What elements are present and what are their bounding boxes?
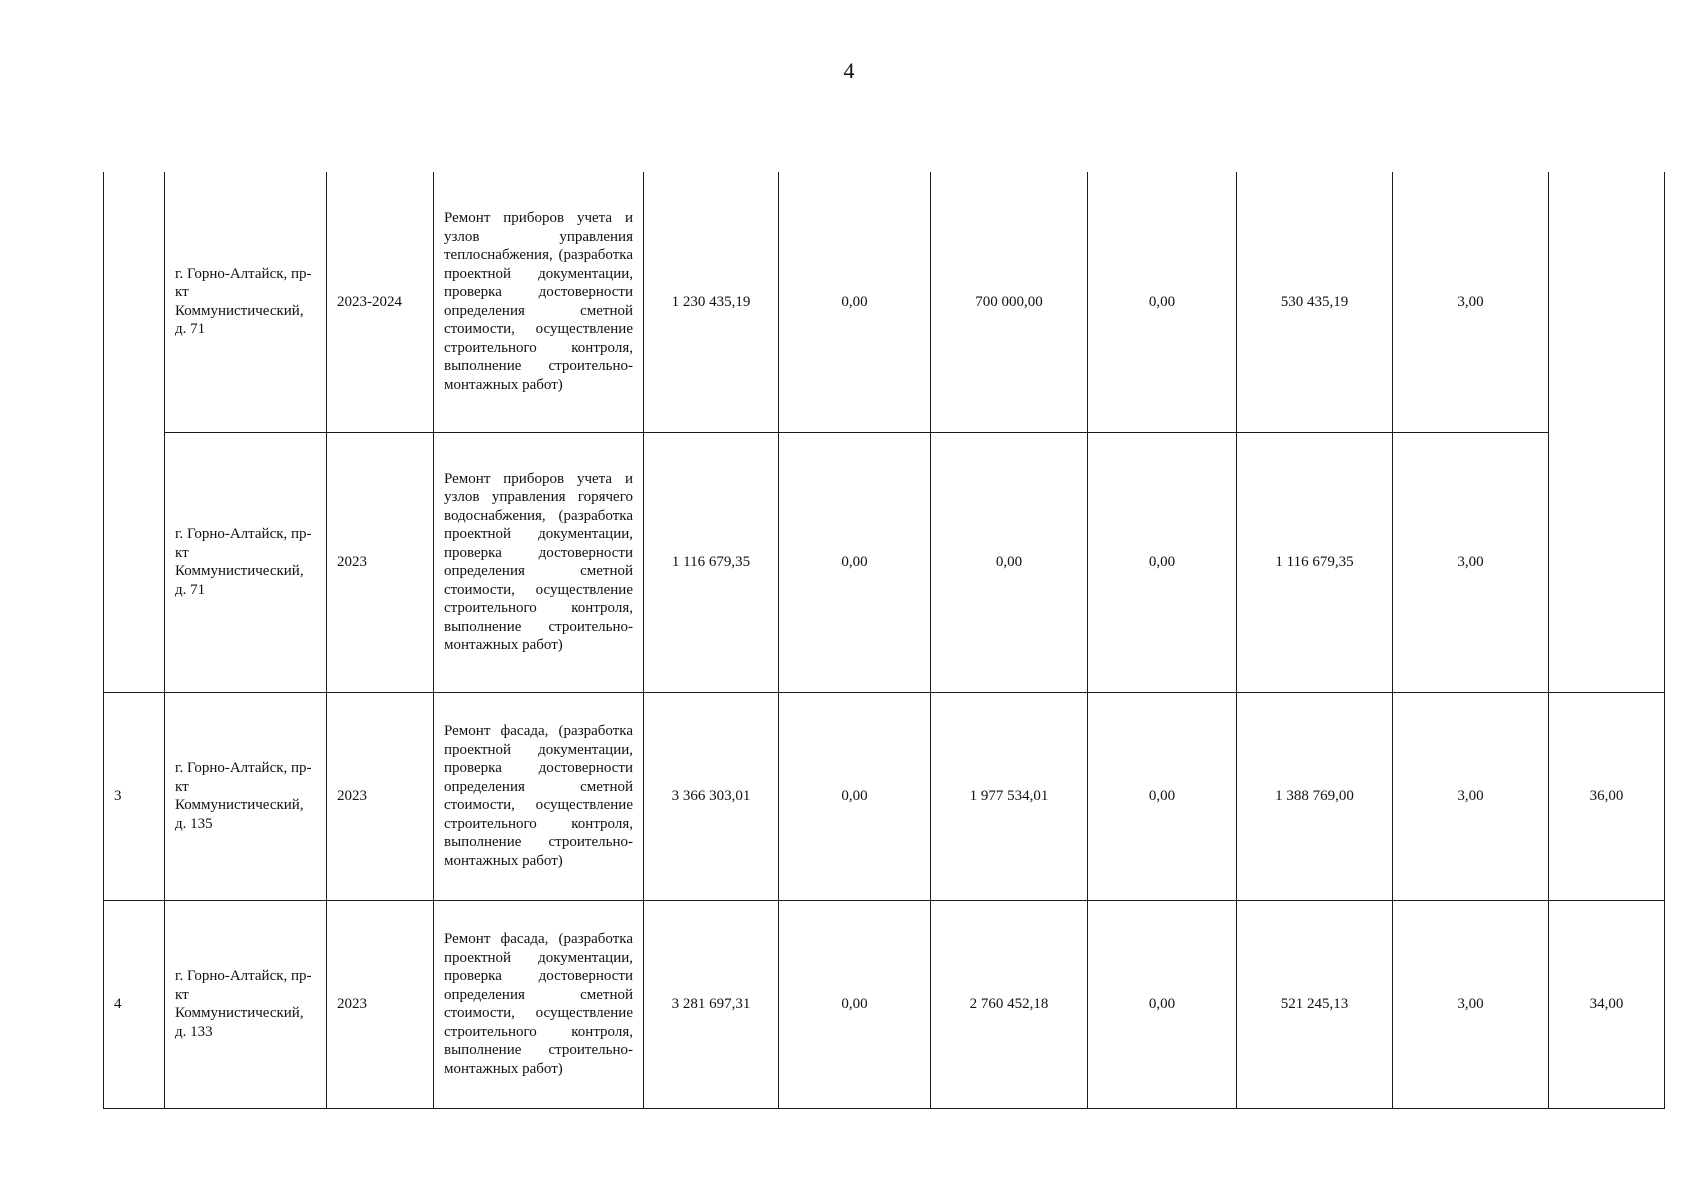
area-cell (1549, 172, 1665, 692)
work-description-cell: Ремонт приборов учета и узлов управления горячего водоснабжения, (разработка проектной документации, проверка достоверности определения сметной стоимости, осуществление строительного контроля, выполнение строительно-монтажных работ) (434, 432, 644, 692)
amount-cell: 700 000,00 (931, 172, 1088, 432)
period-cell: 2023-2024 (327, 172, 434, 432)
amount-cell: 0,00 (779, 432, 931, 692)
amount-cell: 0,00 (779, 172, 931, 432)
table-row (104, 900, 1665, 1108)
total-cost-cell: 1 230 435,19 (644, 172, 779, 432)
amount-cell: 0,00 (1088, 172, 1237, 432)
amount-cell: 0,00 (1088, 432, 1237, 692)
total-cost-cell: 1 116 679,35 (644, 432, 779, 692)
amount-cell: 0,00 (779, 900, 931, 1108)
row-number-cell: 3 (104, 692, 165, 900)
rate-cell: 3,00 (1393, 172, 1549, 432)
amount-cell: 0,00 (1088, 900, 1237, 1108)
address-cell: г. Горно-Алтайск, пр-кт Коммунистический, д. 133 (165, 900, 327, 1108)
table-row (104, 172, 1665, 432)
address-cell: г. Горно-Алтайск, пр-кт Коммунистический, д. 71 (165, 172, 327, 432)
period-cell: 2023 (327, 692, 434, 900)
amount-cell: 530 435,19 (1237, 172, 1393, 432)
page-number: 4 (843, 58, 855, 83)
table-row (104, 692, 1665, 900)
row-number-cell: 4 (104, 900, 165, 1108)
period-cell: 2023 (327, 900, 434, 1108)
amount-cell: 521 245,13 (1237, 900, 1393, 1108)
amount-cell: 1 116 679,35 (1237, 432, 1393, 692)
area-cell: 34,00 (1549, 900, 1665, 1108)
repair-program-table (103, 172, 1665, 1109)
amount-cell: 0,00 (779, 692, 931, 900)
period-cell: 2023 (327, 432, 434, 692)
rate-cell: 3,00 (1393, 692, 1549, 900)
address-cell: г. Горно-Алтайск, пр-кт Коммунистический, д. 71 (165, 432, 327, 692)
address-cell: г. Горно-Алтайск, пр-кт Коммунистический, д. 135 (165, 692, 327, 900)
area-cell: 36,00 (1549, 692, 1665, 900)
amount-cell: 1 977 534,01 (931, 692, 1088, 900)
work-description-cell: Ремонт фасада, (разработка проектной документации, проверка достоверности определения сметной стоимости, осуществление строительного контроля, выполнение строительно-монтажных работ) (434, 692, 644, 900)
work-description-cell: Ремонт фасада, (разработка проектной документации, проверка достоверности определения сметной стоимости, осуществление строительного контроля, выполнение строительно-монтажных работ) (434, 900, 644, 1108)
total-cost-cell: 3 281 697,31 (644, 900, 779, 1108)
amount-cell: 0,00 (1088, 692, 1237, 900)
row-number-cell (104, 172, 165, 692)
work-description-cell: Ремонт приборов учета и узлов управления теплоснабжения, (разработка проектной документации, проверка достоверности определения сметной стоимости, осуществление строительного контроля, выполнение строительно-монтажных работ) (434, 172, 644, 432)
rate-cell: 3,00 (1393, 432, 1549, 692)
total-cost-cell: 3 366 303,01 (644, 692, 779, 900)
rate-cell: 3,00 (1393, 900, 1549, 1108)
amount-cell: 0,00 (931, 432, 1088, 692)
amount-cell: 1 388 769,00 (1237, 692, 1393, 900)
amount-cell: 2 760 452,18 (931, 900, 1088, 1108)
table-row (104, 432, 1665, 692)
